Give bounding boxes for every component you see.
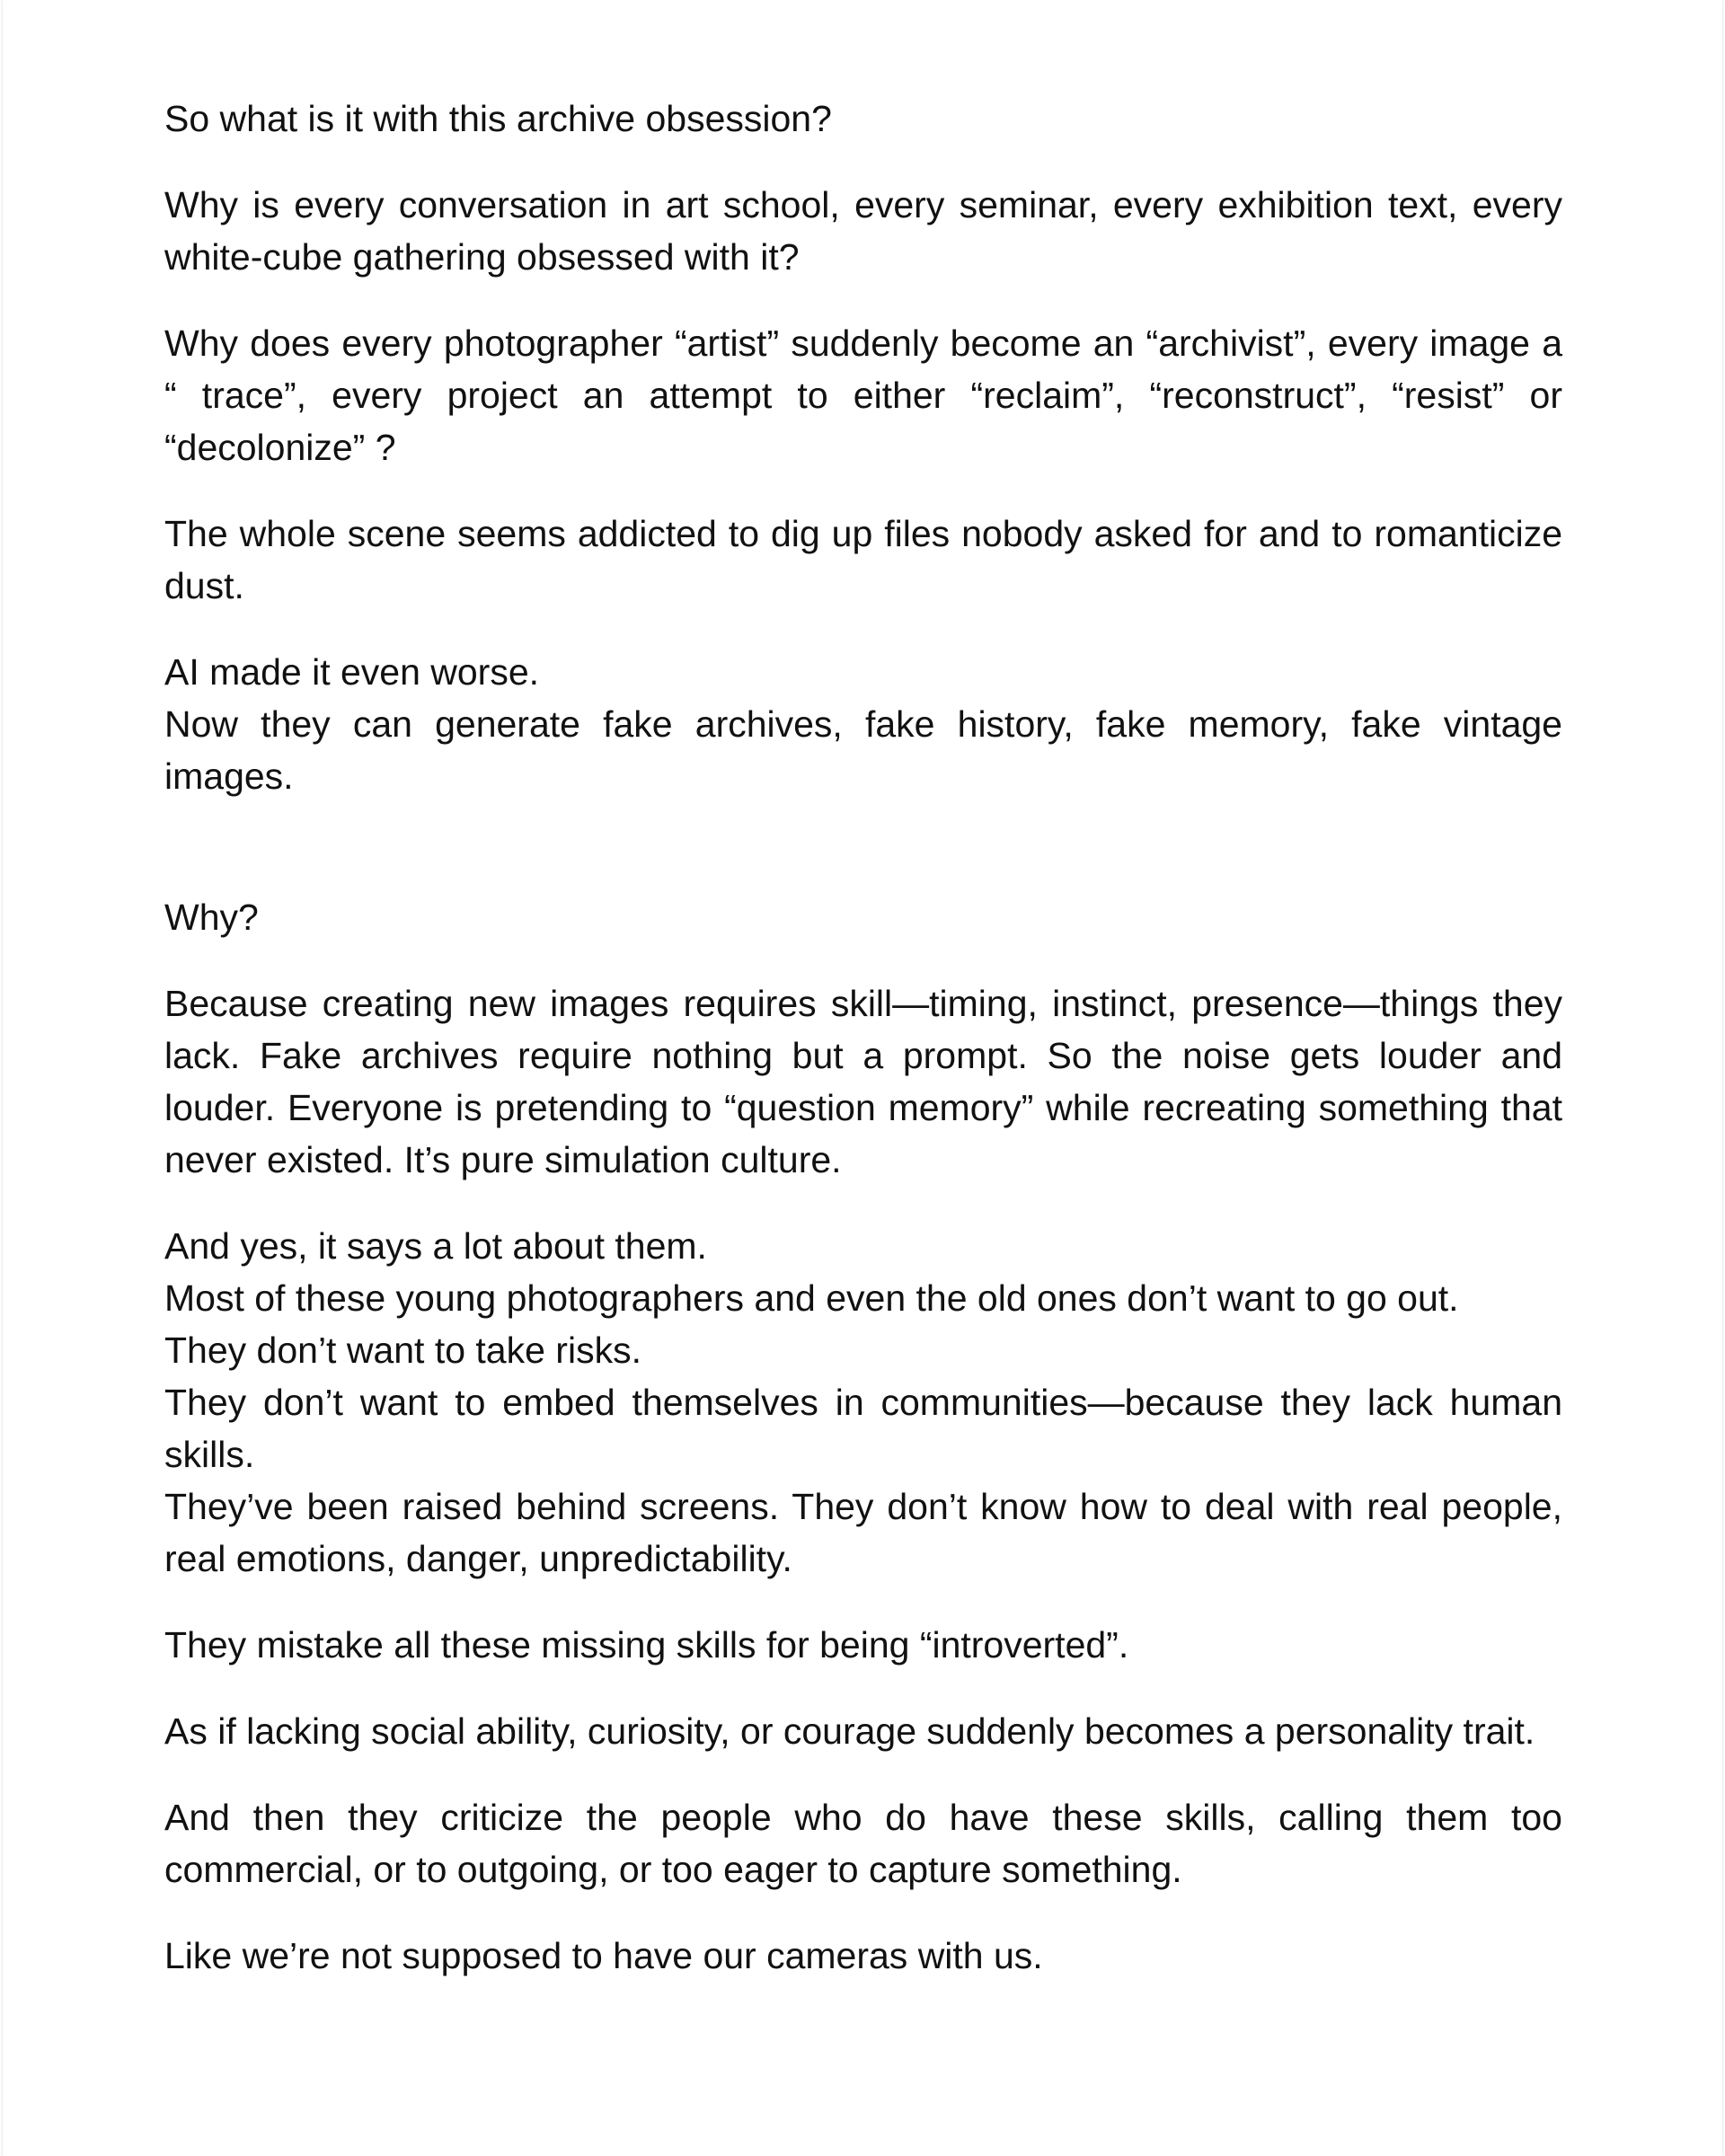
paragraph-why: Why? [164,897,259,938]
paragraph-line: They don’t want to take risks. [164,1330,641,1371]
paragraph-creating-new-images: Because creating new images requires skill—timing, instinct, presence—things they lack. Fake archives require nothing but a prompt. So the noise gets louder and louder. Everyone is pretending to “question memory” while recreating something that never existed. It’s pure simulation culture. [164,983,1562,1180]
paragraph-introverted: They mistake all these missing skills for being “introverted”. [164,1624,1129,1666]
paragraph-line: They don’t want to embed themselves in communities—because they lack human skills. [164,1382,1562,1475]
paragraph-ai-worse [164,646,1562,802]
paragraph-says-a-lot [164,1220,1562,1585]
paragraph-line: They’ve been raised behind screens. They don’t know how to deal with real people, real emotions, danger, unpredictability. [164,1486,1562,1579]
paragraph-cameras-with-us: Like we’re not supposed to have our cameras with us. [164,1935,1043,1976]
document-body [164,93,1562,1982]
paragraph-archive-obsession: So what is it with this archive obsession? [164,98,832,139]
paragraph-art-school-question: Why is every conversation in art school, every seminar, every exhibition text, every white-cube gathering obsessed with it? [164,184,1562,278]
paragraph-line: AI made it even worse. [164,651,540,693]
paragraph-scene-addicted: The whole scene seems addicted to dig up files nobody asked for and to romanticize dust. [164,513,1562,606]
document-page [3,0,1722,2156]
blank-spacer [164,836,1562,891]
paragraph-criticize-people: And then they criticize the people who do have these skills, calling them too commercial, or to outgoing, or too eager to capture something. [164,1797,1562,1890]
paragraph-photographer-archivist: Why does every photographer “artist” suddenly become an “archivist”, every image a “ trace”, every project an attempt to either “reclaim”, “reconstruct”, “resist” or “decolonize” ? [164,323,1562,468]
paragraph-personality-trait: As if lacking social ability, curiosity, or courage suddenly becomes a personality trait. [164,1710,1535,1752]
paragraph-line: And yes, it says a lot about them. [164,1225,707,1267]
paragraph-line: Now they can generate fake archives, fake history, fake memory, fake vintage images. [164,703,1562,797]
paragraph-line: Most of these young photographers and even the old ones don’t want to go out. [164,1277,1459,1319]
